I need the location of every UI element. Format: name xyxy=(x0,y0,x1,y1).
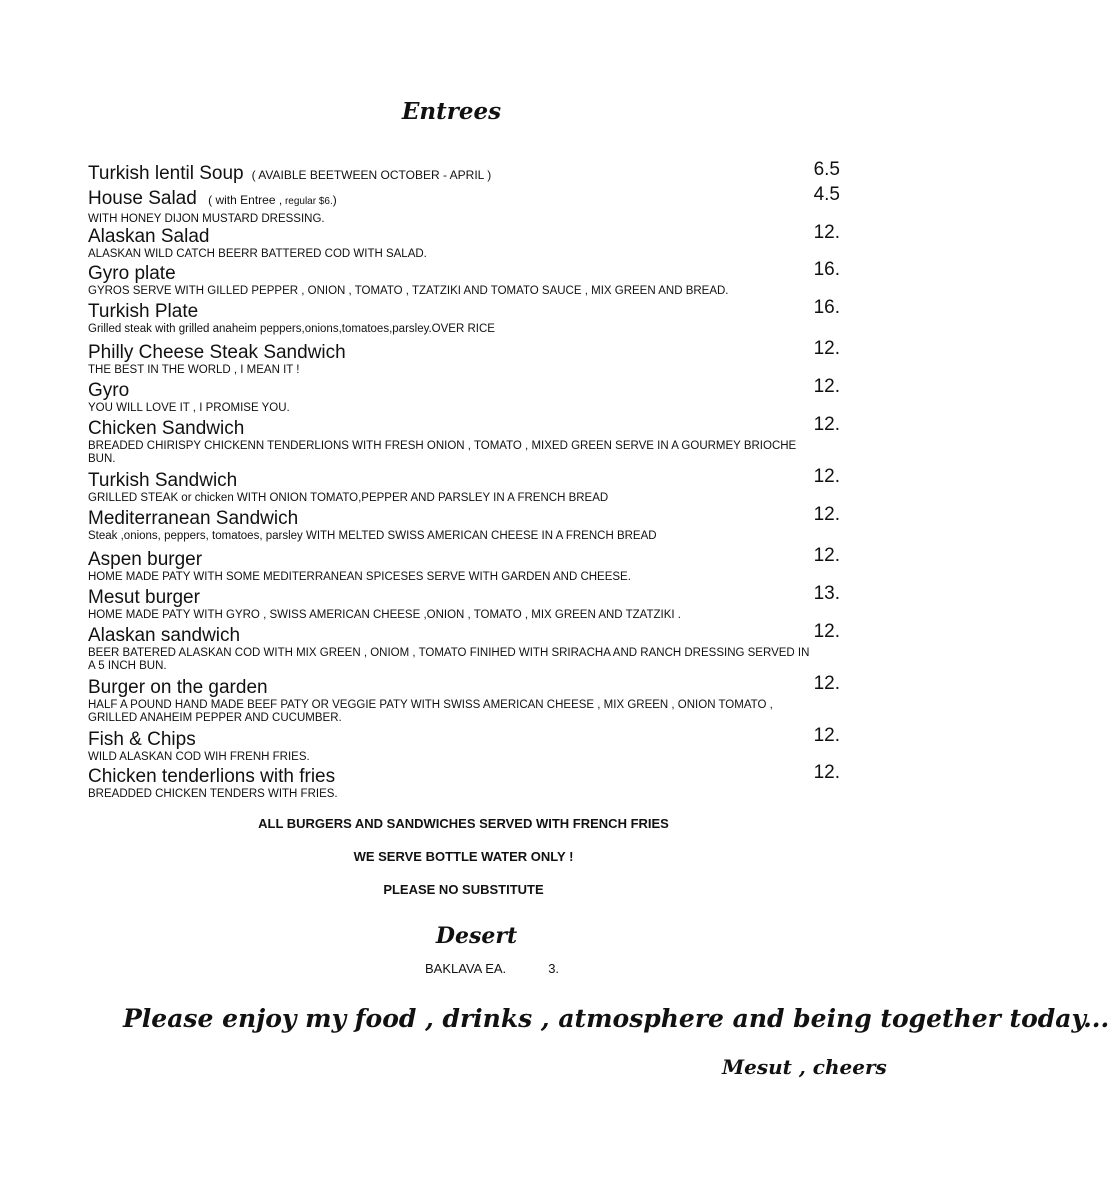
menu-item xyxy=(88,414,840,466)
item-description: HOME MADE PATY WITH GYRO , SWISS AMERICAN CHEESE ,ONION , TOMATO , MIX GREEN AND TZATZIKI . xyxy=(88,609,681,621)
item-description: Steak ,onions, peppers, tomatoes, parsley WITH MELTED SWISS AMERICAN CHEESE IN A FRENCH BREAD xyxy=(88,530,657,542)
item-price: 6.5 xyxy=(813,159,840,180)
menu-item xyxy=(88,338,840,377)
menu-item xyxy=(88,504,840,543)
item-note: ( with Entree , xyxy=(204,193,283,207)
item-price: 16. xyxy=(813,259,840,280)
item-name: Mediterranean Sandwich xyxy=(88,508,299,529)
menu-item xyxy=(88,673,840,725)
item-name: Gyro xyxy=(88,380,130,401)
item-price: 12. xyxy=(813,338,840,359)
item-name: Alaskan Salad xyxy=(88,226,210,247)
item-name-line xyxy=(88,587,840,609)
item-name-line xyxy=(88,549,840,571)
item-name-line xyxy=(88,470,840,492)
item-name-line xyxy=(88,729,840,751)
item-name-line xyxy=(88,766,840,788)
item-name: Burger on the garden xyxy=(88,677,268,698)
item-name-line xyxy=(88,625,840,647)
menu-item xyxy=(88,297,840,336)
item-name: Aspen burger xyxy=(88,549,203,570)
closing-message: Please enjoy my food , drinks , atmosphere and being together today... xyxy=(123,1004,1109,1033)
item-name: Philly Cheese Steak Sandwich xyxy=(88,342,346,363)
item-name-line xyxy=(88,226,840,248)
desert-heading: Desert xyxy=(435,923,518,949)
item-price: 12. xyxy=(813,222,840,243)
item-name-line xyxy=(88,508,840,530)
menu-item xyxy=(88,376,840,415)
item-description: THE BEST IN THE WORLD , I MEAN IT ! xyxy=(88,364,300,376)
menu-item xyxy=(88,725,840,764)
item-price: 12. xyxy=(813,504,840,525)
item-name: Fish & Chips xyxy=(88,729,196,750)
item-name: Turkish lentil Soup xyxy=(88,163,244,184)
item-name: Alaskan sandwich xyxy=(88,625,241,646)
item-price: 12. xyxy=(813,545,840,566)
item-price: 12. xyxy=(813,725,840,746)
item-name: Chicken tenderlions with fries xyxy=(88,766,336,787)
item-price: 12. xyxy=(813,762,840,783)
item-description: HOME MADE PATY WITH SOME MEDITERRANEAN SPICESES SERVE WITH GARDEN AND CHEESE. xyxy=(88,571,631,583)
item-description: BREADDED CHICKEN TENDERS WITH FRIES. xyxy=(88,788,338,800)
item-description: ALASKAN WILD CATCH BEERR BATTERED COD WITH SALAD. xyxy=(88,248,427,260)
item-price: 13. xyxy=(813,583,840,604)
baklava-line xyxy=(425,961,559,976)
item-description: BEER BATERED ALASKAN COD WITH MIX GREEN , ONIOM , TOMATO FINIHED WITH SRIRACHA AND RANCH DRESSING SERVED IN A 5 INCH BUN. xyxy=(88,647,810,672)
item-name-line xyxy=(88,263,840,285)
item-name-line xyxy=(88,342,840,364)
menu-item xyxy=(88,184,840,226)
item-price: 16. xyxy=(813,297,840,318)
item-note-end: ) xyxy=(332,193,337,207)
menu-item xyxy=(88,159,840,186)
menu-item xyxy=(88,762,840,801)
menu-item xyxy=(88,545,840,584)
item-name: Mesut burger xyxy=(88,587,200,608)
item-price: 12. xyxy=(813,376,840,397)
signature: Mesut , cheers xyxy=(722,1055,887,1079)
item-description: HALF A POUND HAND MADE BEEF PATY OR VEGGIE PATY WITH SWISS AMERICAN CHEESE , MIX GREEN , ONION TOMATO , GRILLED ANAHEIM PEPPER AND CUCUMBER. xyxy=(88,699,773,724)
notice-fries: ALL BURGERS AND SANDWICHES SERVED WITH FRENCH FRIES xyxy=(258,816,669,831)
item-name-line xyxy=(88,418,840,440)
notice-substitute: PLEASE NO SUBSTITUTE xyxy=(383,882,544,897)
item-name-line xyxy=(88,380,840,402)
item-name: Chicken Sandwich xyxy=(88,418,245,439)
item-name: Turkish Sandwich xyxy=(88,470,238,491)
item-name: Turkish Plate xyxy=(88,301,199,322)
item-note: ( AVAIBLE BEETWEEN OCTOBER - APRIL ) xyxy=(251,168,492,182)
menu-item xyxy=(88,222,840,261)
item-description: GRILLED STEAK or chicken WITH ONION TOMATO,PEPPER AND PARSLEY IN A FRENCH BREAD xyxy=(88,492,609,504)
item-description: BREADED CHIRISPY CHICKENN TENDERLIONS WITH FRESH ONION , TOMATO , MIXED GREEN SERVE IN A GOURMEY BRIOCHE BUN. xyxy=(88,440,797,465)
item-description: WITH HONEY DIJON MUSTARD DRESSING. xyxy=(88,213,325,225)
item-price: 12. xyxy=(813,621,840,642)
item-price: 12. xyxy=(813,673,840,694)
item-note-small: regular $6. xyxy=(282,196,333,207)
menu-item xyxy=(88,621,840,673)
item-name: Gyro plate xyxy=(88,263,176,284)
item-name-line xyxy=(88,163,840,186)
item-description: GYROS SERVE WITH GILLED PEPPER , ONION , TOMATO , TZATZIKI AND TOMATO SAUCE , MIX GREEN AND BREAD. xyxy=(88,285,729,297)
item-description: WILD ALASKAN COD WIH FRENH FRIES. xyxy=(88,751,310,763)
item-name-line xyxy=(88,188,840,213)
item-price: 12. xyxy=(813,466,840,487)
item-name: House Salad xyxy=(88,188,197,209)
item-name-line xyxy=(88,301,840,323)
notice-water: WE SERVE BOTTLE WATER ONLY ! xyxy=(353,849,574,864)
item-name-line xyxy=(88,677,840,699)
menu-item xyxy=(88,259,840,298)
menu-item xyxy=(88,583,840,622)
baklava-price: 3. xyxy=(548,961,560,976)
menu-item xyxy=(88,466,840,505)
baklava-label: BAKLAVA EA. xyxy=(425,961,507,976)
item-description: YOU WILL LOVE IT , I PROMISE YOU. xyxy=(88,402,290,414)
item-price: 12. xyxy=(813,414,840,435)
item-description: Grilled steak with grilled anaheim peppers,onions,tomatoes,parsley.OVER RICE xyxy=(88,323,495,335)
entrees-heading: Entrees xyxy=(401,98,502,125)
item-price: 4.5 xyxy=(813,184,840,205)
